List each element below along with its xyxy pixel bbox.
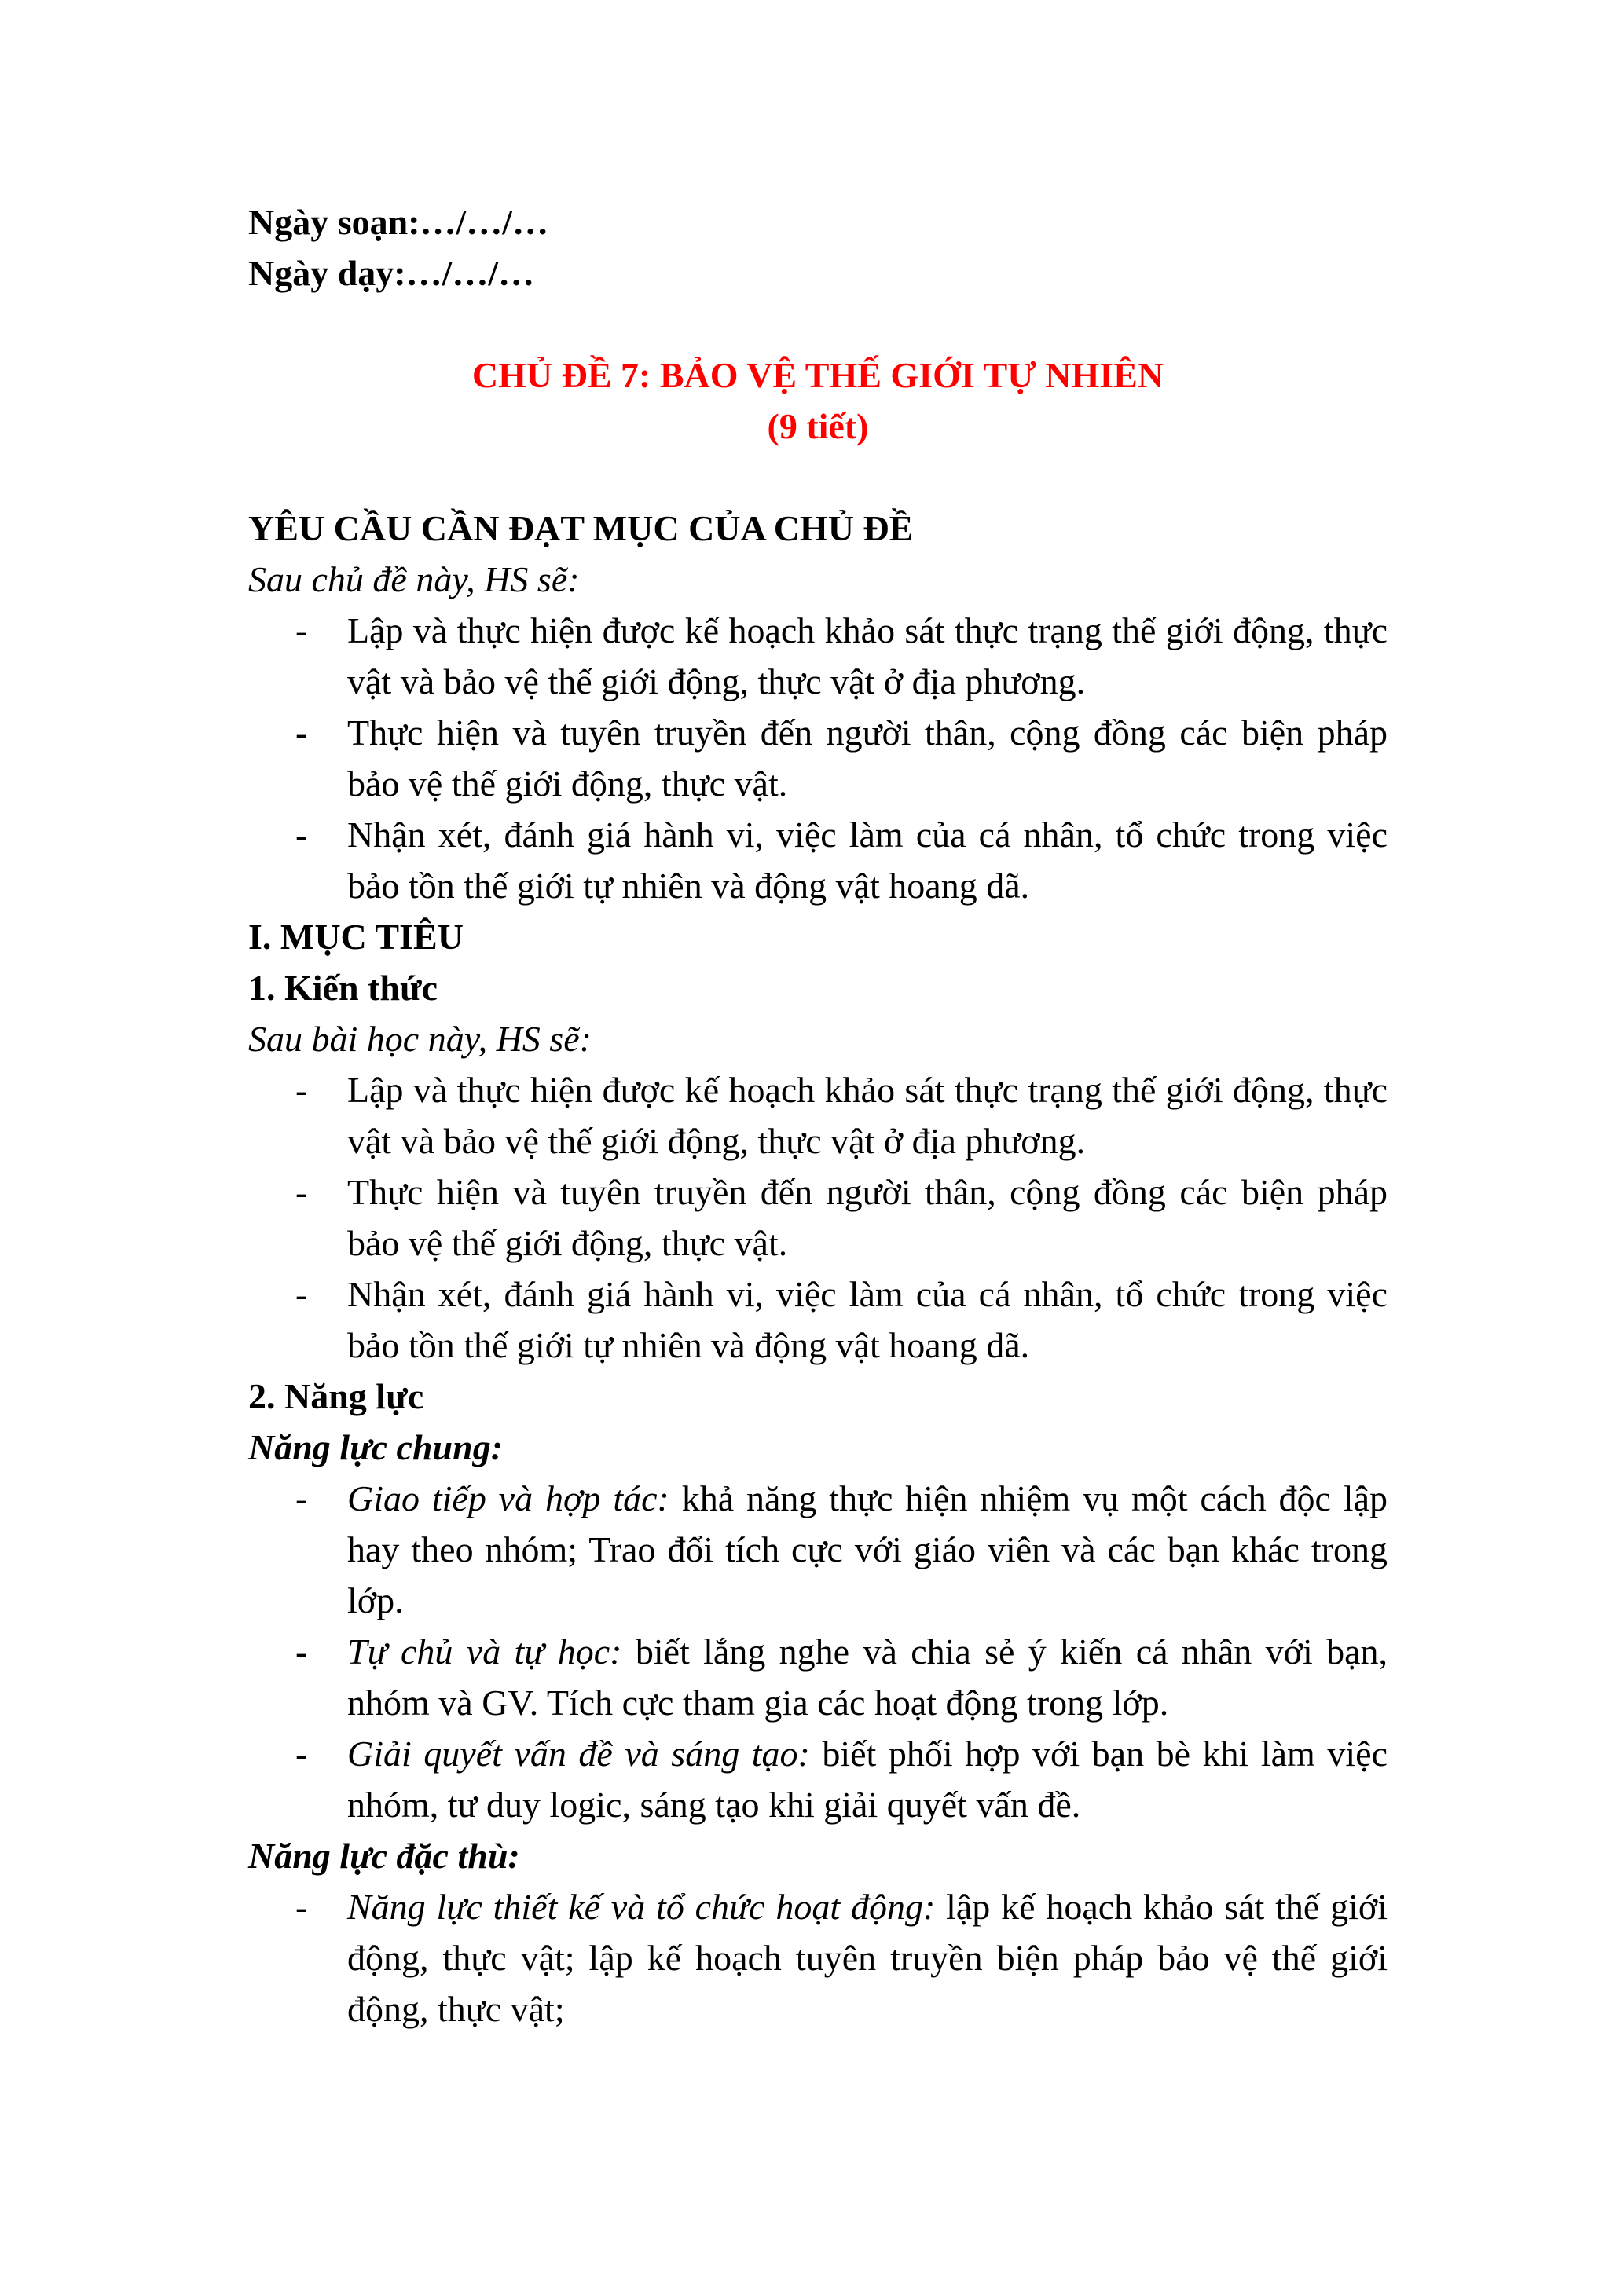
bullet-dash: -: [295, 1478, 308, 1518]
bullet-dash: -: [295, 610, 308, 650]
list-item: [248, 1166, 1388, 1269]
specific-competence-heading: Năng lực đặc thù:: [248, 1836, 520, 1876]
list-item: [248, 1881, 1388, 2034]
bullet-dash: -: [295, 1070, 308, 1110]
list-item-lead: Năng lực thiết kế và tổ chức hoạt động:: [347, 1887, 936, 1927]
knowledge-intro: Sau bài học này, HS sẽ:: [248, 1019, 592, 1059]
list-item: [248, 1269, 1388, 1371]
list-item-text: Thực hiện và tuyên truyền đến người thân, cộng đồng các biện pháp bảo vệ thế giới động, thực vật.: [347, 1172, 1388, 1263]
bullet-dash: -: [295, 815, 308, 855]
list-item: [248, 809, 1388, 911]
list-item-text: Lập và thực hiện được kế hoạch khảo sát thực trạng thế giới động, thực vật và bảo vệ thế giới động, thực vật ở địa phương.: [347, 1070, 1388, 1161]
bullet-dash: -: [295, 1274, 308, 1314]
topic-title: CHỦ ĐỀ 7: BẢO VỆ THẾ GIỚI TỰ NHIÊN: [471, 355, 1164, 395]
bullet-dash: -: [295, 1631, 308, 1672]
document-page: [248, 196, 1388, 2034]
list-item-lead: Tự chủ và tự học:: [347, 1631, 622, 1672]
prep-date: Ngày soạn:…/…/…: [248, 202, 549, 242]
list-item-text: biết phối hợp với bạn bè khi làm việc nhóm, tư duy logic, sáng tạo khi giải quyết vấn đề.: [347, 1734, 1388, 1825]
list-item: [248, 1473, 1388, 1626]
bullet-dash: -: [295, 712, 308, 753]
list-item-text: Lập và thực hiện được kế hoạch khảo sát thực trạng thế giới động, thực vật và bảo vệ thế giới động, thực vật ở địa phương.: [347, 610, 1388, 701]
list-item-lead: Giao tiếp và hợp tác:: [347, 1478, 669, 1518]
list-item-lead: Giải quyết vấn đề và sáng tạo:: [347, 1734, 810, 1774]
competence-heading: 2. Năng lực: [248, 1376, 424, 1416]
list-item: [248, 707, 1388, 809]
list-item: [248, 1064, 1388, 1166]
bullet-dash: -: [295, 1172, 308, 1212]
topic-subtitle: (9 tiết): [767, 406, 869, 446]
bullet-dash: -: [295, 1887, 308, 1927]
list-item: [248, 605, 1388, 707]
requirements-intro: Sau chủ đề này, HS sẽ:: [248, 559, 580, 599]
list-item: [248, 1728, 1388, 1830]
list-item-text: biết lắng nghe và chia sẻ ý kiến cá nhân với bạn, nhóm và GV. Tích cực tham gia các hoạt động trong lớp.: [347, 1631, 1388, 1723]
list-item-text: Nhận xét, đánh giá hành vi, việc làm của cá nhân, tổ chức trong việc bảo tồn thế giới tự nhiên và động vật hoang dã.: [347, 815, 1388, 906]
knowledge-heading: 1. Kiến thức: [248, 968, 438, 1008]
list-item-text: Nhận xét, đánh giá hành vi, việc làm của cá nhân, tổ chức trong việc bảo tồn thế giới tự nhiên và động vật hoang dã.: [347, 1274, 1388, 1365]
teach-date: Ngày dạy:…/…/…: [248, 253, 535, 293]
list-item-text: khả năng thực hiện nhiệm vụ một cách độc lập hay theo nhóm; Trao đổi tích cực với giáo viên và các bạn khác trong lớp.: [347, 1478, 1388, 1620]
objectives-heading: I. MỤC TIÊU: [248, 917, 464, 957]
requirements-heading: YÊU CẦU CẦN ĐẠT MỤC CỦA CHỦ ĐỀ: [248, 508, 914, 548]
list-item: [248, 1626, 1388, 1728]
list-item-text: Thực hiện và tuyên truyền đến người thân, cộng đồng các biện pháp bảo vệ thế giới động, thực vật.: [347, 712, 1388, 804]
general-competence-heading: Năng lực chung:: [248, 1427, 504, 1467]
bullet-dash: -: [295, 1734, 308, 1774]
list-item-text: lập kế hoạch khảo sát thế giới động, thực vật; lập kế hoạch tuyên truyền biện pháp bảo vệ thế giới động, thực vật;: [347, 1887, 1388, 2029]
